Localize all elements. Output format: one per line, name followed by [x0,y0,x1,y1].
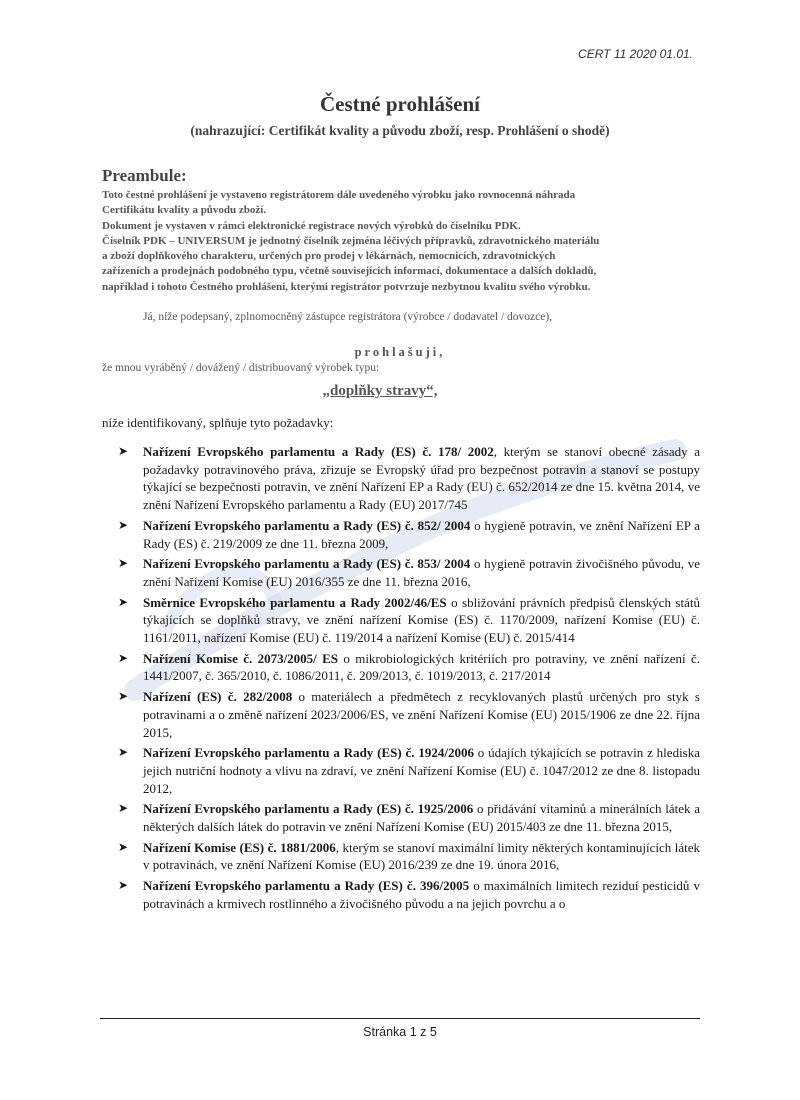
regulation-list [118,443,700,916]
list-item [118,744,700,797]
regulation-title: Nařízení Evropského parlamentu a Rady (ES) č. 853/ 2004 [143,556,471,572]
preamble-line: například i tohoto Čestného prohlášení, kterými registrátor potvrzuje nezbytnou kvalitu svého výrobku. [102,280,591,293]
regulation-title: Nařízení Evropského parlamentu a Rady (ES) č. 178/ 2002 [143,444,494,459]
regulation-text: , kterým se stanoví maximální limity některých kontaminujících látek v potravinách, ve znění Nařízení Komise (EU) 2016/239 ze dne 19. února 2016, [143,839,700,873]
regulation-title: Nařízení Evropského parlamentu a Rady (ES) č. 852/ 2004 [143,517,471,533]
product-category: „doplňky stravy“, [322,383,438,399]
list-item [118,839,700,874]
regulation-text: o hygieně potravin živočišného původu, ve znění Nařízení Komise (EU) 2016/355 ze dne 11. března 2016, [143,556,701,589]
regulation-title: Nařízení Evropského parlamentu a Rady (ES) č. 1925/2006 [143,801,474,817]
regulation-text: o přidávání vitaminů a minerálních látek a některých dalších látek do potravin ve znění Nařízení Komise (EU) 2015/403 ze dne 11. března 2015, [143,801,701,835]
arrow-bullet-icon: ➤ [118,689,129,704]
preamble-line: Certifikátu kvality a původu zboží. [102,204,267,217]
arrow-bullet-icon: ➤ [118,801,129,816]
regulation-text: o sbližování právních předpisů členských států týkajících se doplňků stravy, ve znění nařízení Komise (ES) č. 1170/2009, nařízení Komise (EU) č. 1161/2011, nařízení Komise (EU) č. 119/2014 a nařízení Komise (EU) č. 2015/414 [143,594,700,646]
regulation-text: o materiálech a předmětech z recyklovaných plastů určených pro styk s potravinami a o změně nařízení 2023/2006/ES, ve znění Nařízení Komise (EU) 2015/1906 ze dne 22. října 2015, [143,689,700,740]
list-item [118,517,700,552]
document-subtitle: (nahrazující: Certifikát kvality a původu zboží, resp. Prohlášení o shodě) [190,123,610,138]
preamble-heading: Preambule: [102,166,187,185]
regulation-title: Nařízení (ES) č. 282/2008 [143,689,293,705]
declaration-verb: prohlašuji, [354,345,446,359]
footer-divider [100,1018,700,1019]
declarant-statement: Já, níže podepsaný, zplnomocněný zástupce registrátora (výrobce / dodavatel / dovozce), [143,311,553,323]
regulation-title: Nařízení Komise č. 2073/2005/ ES [143,650,339,666]
arrow-bullet-icon: ➤ [118,517,129,532]
arrow-bullet-icon: ➤ [118,556,129,571]
preamble-line: Toto čestné prohlášení je vystaveno registrátorem dále uvedeného výrobku jako rovnocenná náhrada [102,189,576,201]
arrow-bullet-icon: ➤ [118,650,129,665]
regulation-text: o hygieně potravin, ve znění Nařízení EP a Rady (ES) č. 219/2009 ze dne 11. března 2009, [143,517,701,551]
page-number: Stránka 1 z 5 [363,1025,437,1039]
product-type-line: že mnou vyráběný / dovážený / distribuovaný výrobek typu: [102,362,380,374]
list-item [118,555,700,590]
preamble-line: Dokument je vystaven v rámci elektronické registrace nových výrobků do číselníku PDK. [102,219,521,232]
arrow-bullet-icon: ➤ [118,839,129,854]
regulation-title: Nařízení Evropského parlamentu a Rady (ES) č. 396/2005 [143,878,470,894]
list-item [118,877,700,912]
preamble-line: Číselník PDK – UNIVERSUM je jednotný číselník zejména léčivých přípravků, zdravotnického materiálu [102,234,600,247]
regulation-text: o mikrobiologických kritériích pro potraviny, ve znění nařízení č. 1441/2007, č. 365/2010, č. 1086/2011, č. 209/2013, č. 1019/2013, č. 217/2014 [143,650,700,684]
document-title: Čestné prohlášení [319,92,481,116]
preamble-line: zařízeních a prodejnách podobného typu, včetně souvisejících informací, dokumentace a dalších dokladů, [102,265,597,278]
requirements-intro: níže identifikovaný, splňuje tyto požadavky: [102,415,334,430]
list-item [118,800,700,835]
arrow-bullet-icon: ➤ [118,444,129,458]
preamble-section [102,166,702,295]
list-item [118,688,700,741]
list-item [118,594,700,647]
list-item [118,443,700,514]
regulation-text: , kterým se stanoví obecné zásady a požadavky potravinového práva, zřizuje se Evropský úřad pro bezpečnost potravin a stanoví se postupy týkající se bezpečnosti potravin, ve znění Nařízení EP a Rady (EU) č. 652/2014 ze dne 15. května 2014, ve znění Nařízení Evropského parlamentu a Rady (EU) 2017/745 [143,444,701,513]
certificate-code: CERT 11 2020 01.01. [578,47,693,61]
preamble-line: a zboží doplňkového charakteru, určených pro prodej v lékárnách, nemocnicích, zdravotnických [102,250,556,263]
arrow-bullet-icon: ➤ [118,594,129,609]
regulation-text: o maximálních limitech reziduí pesticidů v potravinách a krmivech rostlinného a živočišného původu a na jejich povrchu a o [143,878,700,911]
arrow-bullet-icon: ➤ [118,878,129,893]
arrow-bullet-icon: ➤ [118,745,129,760]
list-item [118,650,700,685]
regulation-title: Nařízení Evropského parlamentu a Rady (ES) č. 1924/2006 [143,745,474,761]
regulation-title: Směrnice Evropského parlamentu a Rady 2002/46/ES [143,594,447,610]
regulation-title: Nařízení Komise (ES) č. 1881/2006 [143,839,336,855]
regulation-text: o údajích týkajících se potravin z hlediska jejich nutriční hodnoty a vlivu na zdraví, ve znění Nařízení Komise (EU) č. 1047/2012 ze dne 8. listopadu 2012, [143,745,701,796]
